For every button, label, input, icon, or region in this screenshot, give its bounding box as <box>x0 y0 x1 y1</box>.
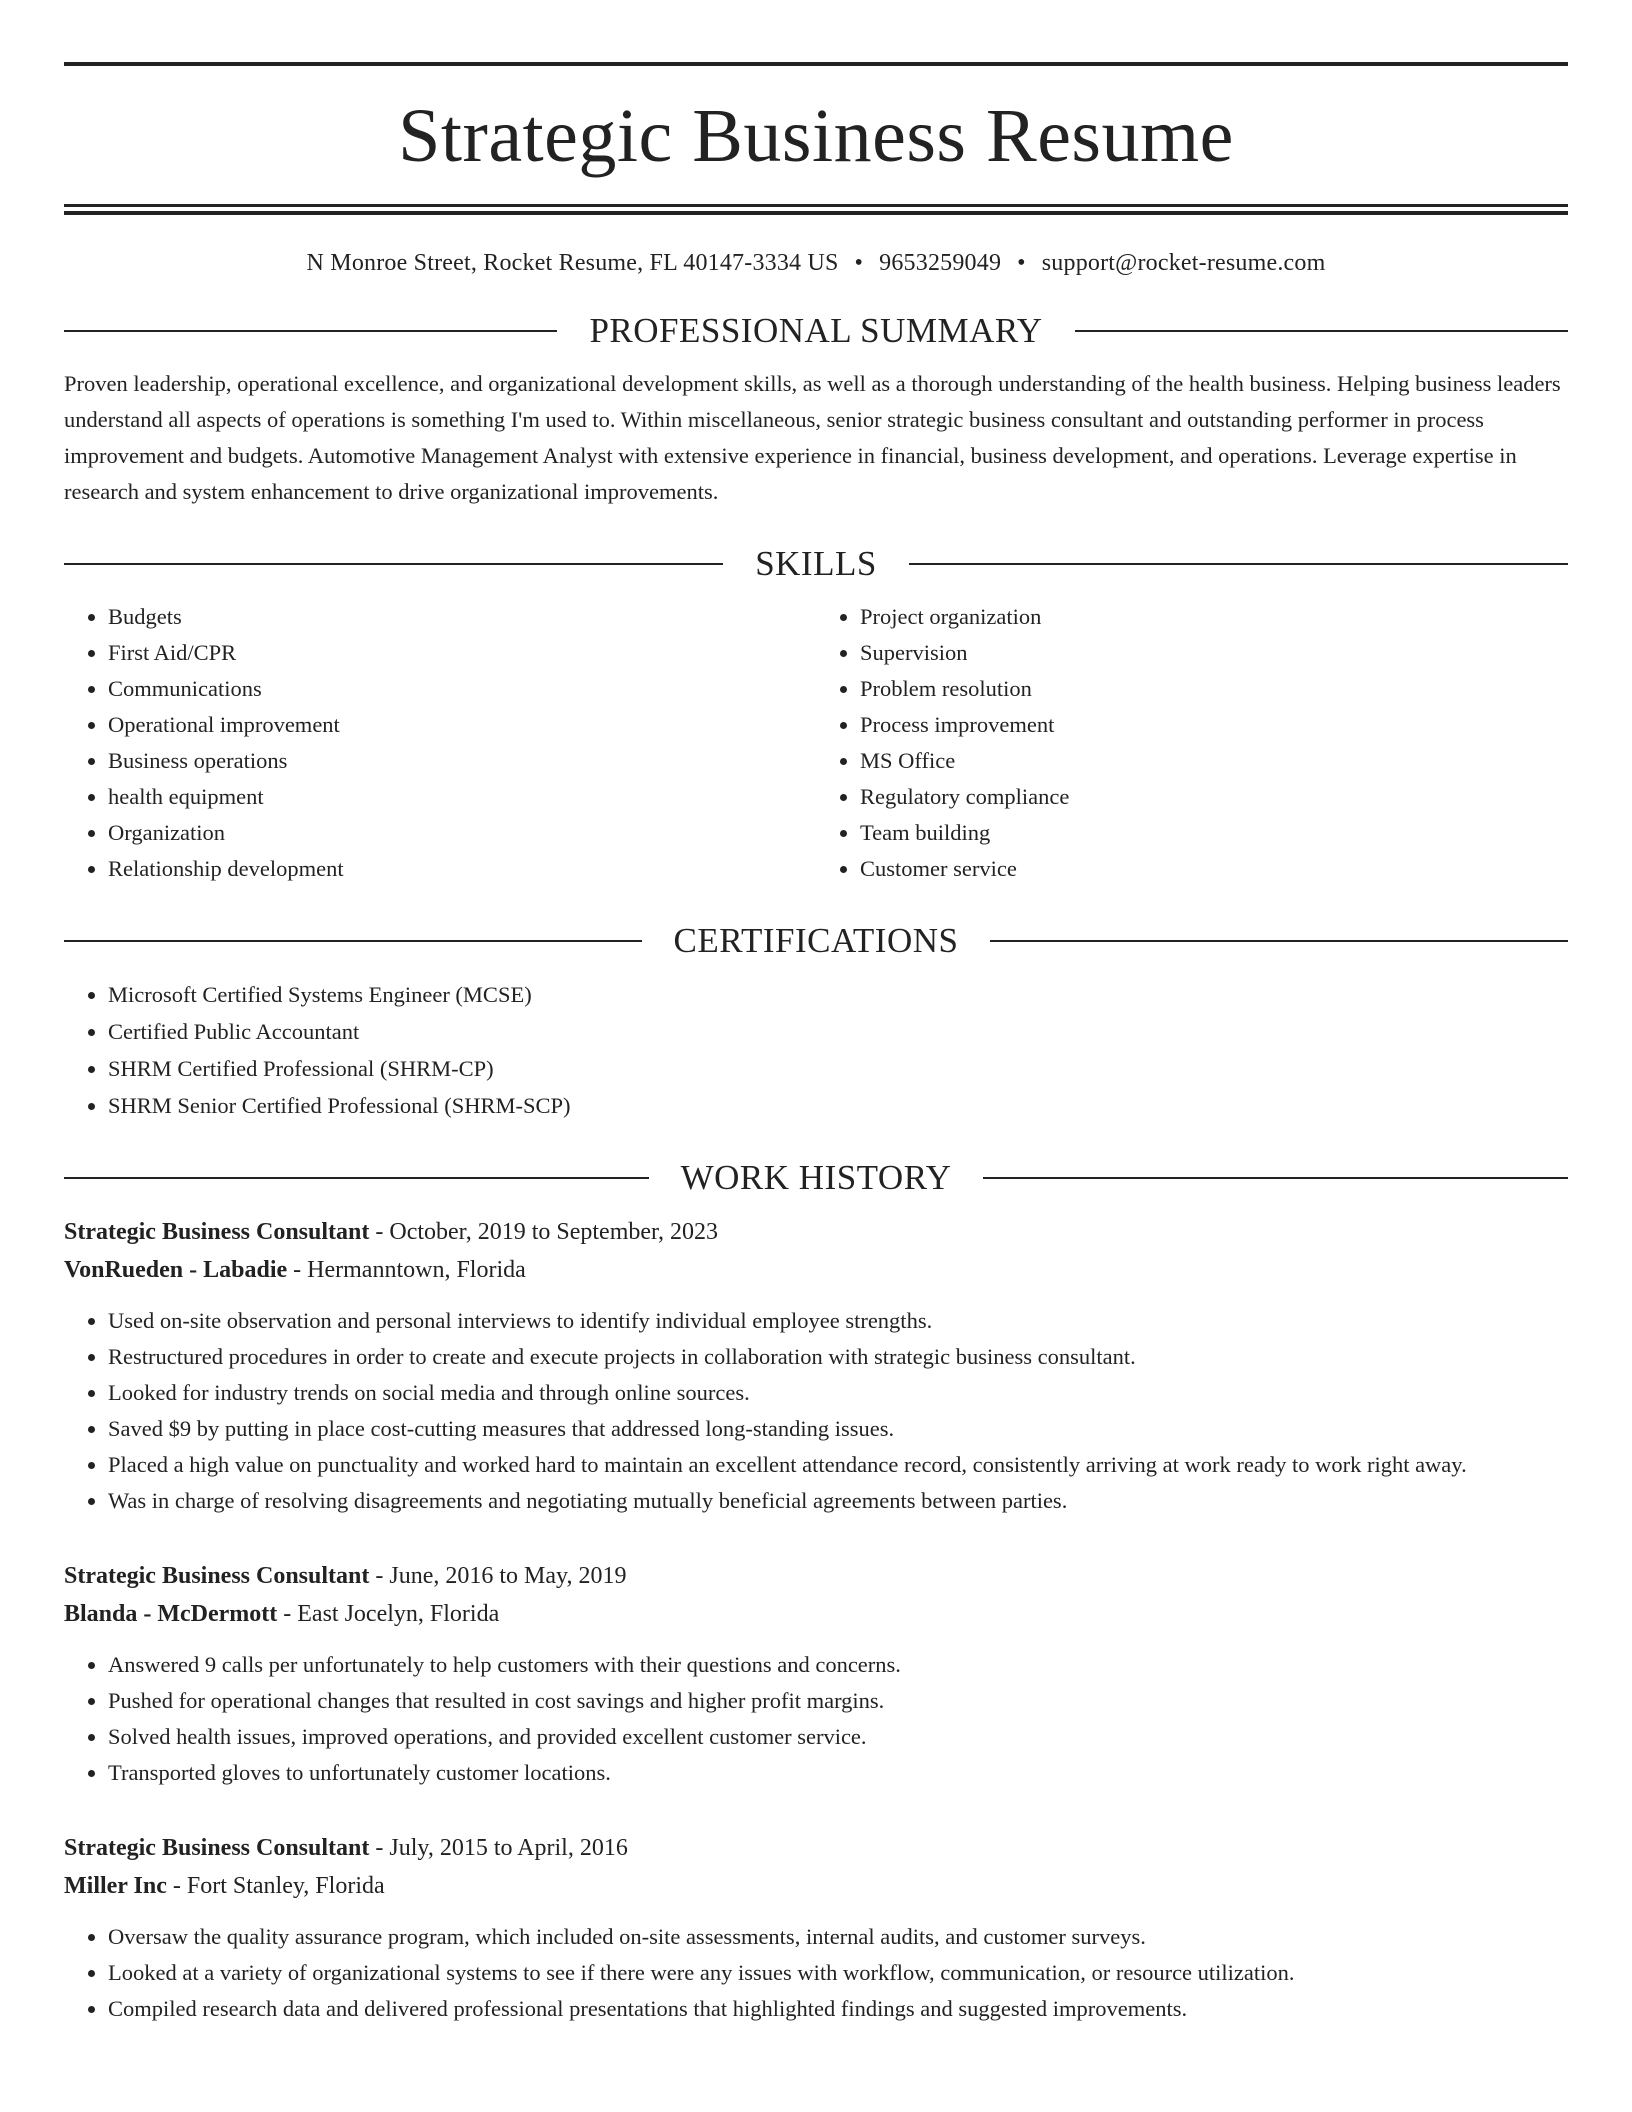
skill-item: • Communications <box>108 671 816 707</box>
skills-section-header <box>64 546 1568 581</box>
job-duties-list <box>64 1303 1568 1519</box>
job-title: Strategic Business Consultant <box>64 1219 370 1245</box>
skill-item: • Organization <box>108 815 816 851</box>
job-company: VonRueden - Labadie <box>64 1257 288 1283</box>
skill-item: • Team building <box>860 815 1568 851</box>
summary-section-header <box>64 313 1568 348</box>
section-rule <box>909 563 1568 565</box>
skill-item: • Relationship development <box>108 851 816 887</box>
job-duty: • Solved health issues, improved operations, and provided excellent customer service. <box>108 1719 1568 1755</box>
skill-item: • Business operations <box>108 743 816 779</box>
summary-heading: PROFESSIONAL SUMMARY <box>589 311 1043 350</box>
skill-item: • MS Office <box>860 743 1568 779</box>
job-duty: • Compiled research data and delivered professional presentations that highlighted findings and suggested improvements. <box>108 1991 1568 2027</box>
job-duty: • Restructured procedures in order to create and execute projects in collaboration with strategic business consultant. <box>108 1339 1568 1375</box>
certifications-list <box>64 976 1568 1124</box>
skills-list <box>64 599 1568 887</box>
job-dates: - July, 2015 to April, 2016 <box>369 1835 628 1861</box>
job-company: Miller Inc <box>64 1873 167 1899</box>
top-rule <box>64 62 1568 66</box>
title-double-rule <box>64 204 1568 215</box>
contact-address: N Monroe Street, Rocket Resume, FL 40147-3334 US <box>306 250 839 276</box>
job-duty: • Transported gloves to unfortunately customer locations. <box>108 1755 1568 1791</box>
work-history-section-header <box>64 1160 1568 1195</box>
job-dates: - October, 2019 to September, 2023 <box>369 1219 719 1245</box>
certifications-heading: CERTIFICATIONS <box>673 921 959 960</box>
section-rule <box>64 563 723 565</box>
resume-title: Strategic Business Resume <box>398 94 1234 178</box>
job-company: Blanda - McDermott <box>64 1601 278 1627</box>
job-title-line <box>64 1213 1568 1251</box>
contact-line <box>64 250 1568 277</box>
certifications-section-header <box>64 923 1568 958</box>
job-location: - East Jocelyn, Florida <box>277 1601 500 1627</box>
job-entry <box>64 1213 1568 1519</box>
contact-separator: • <box>1017 250 1026 276</box>
contact-phone: 9653259049 <box>879 250 1002 276</box>
job-duty: • Looked for industry trends on social media and through online sources. <box>108 1375 1568 1411</box>
certification-item: • Certified Public Accountant <box>108 1013 1568 1050</box>
skills-heading: SKILLS <box>755 544 877 583</box>
job-duty: • Used on-site observation and personal interviews to identify individual employee strengths. <box>108 1303 1568 1339</box>
summary-text: Proven leadership, operational excellence, and organizational development skills, as well as a thorough understanding of the health business. Helping business leaders understand all aspects of operations is something I'm used to. Within miscellaneous, senior strategic business consultant and outstanding performer in process improvement and budgets. Automotive Management Analyst with extensive experience in financial, business development, and operations. Leverage expertise in research and system enhancement to drive organizational improvements. <box>64 371 1561 504</box>
skill-item: • Customer service <box>860 851 1568 887</box>
skills-left-column <box>64 599 816 887</box>
job-duties-list <box>64 1647 1568 1791</box>
job-entry <box>64 1557 1568 1791</box>
skill-item: • Regulatory compliance <box>860 779 1568 815</box>
resume-page <box>64 0 1568 2027</box>
section-rule <box>64 330 557 332</box>
certification-item: • Microsoft Certified Systems Engineer (MCSE) <box>108 976 1568 1013</box>
section-rule <box>990 940 1568 942</box>
job-title: Strategic Business Consultant <box>64 1835 370 1861</box>
job-duty: • Was in charge of resolving disagreements and negotiating mutually beneficial agreements between parties. <box>108 1483 1568 1519</box>
skill-item: • Operational improvement <box>108 707 816 743</box>
skill-item: • First Aid/CPR <box>108 635 816 671</box>
job-dates: - June, 2016 to May, 2019 <box>369 1563 627 1589</box>
skill-item: • Problem resolution <box>860 671 1568 707</box>
skill-item: • Budgets <box>108 599 816 635</box>
job-duties-list <box>64 1919 1568 2027</box>
skills-right-column <box>816 599 1568 887</box>
job-duty: • Oversaw the quality assurance program, which included on-site assessments, internal audits, and customer surveys. <box>108 1919 1568 1955</box>
work-history-heading: WORK HISTORY <box>680 1158 952 1197</box>
job-duty: • Looked at a variety of organizational systems to see if there were any issues with workflow, communication, or resource utilization. <box>108 1955 1568 1991</box>
job-duty: • Answered 9 calls per unfortunately to help customers with their questions and concerns. <box>108 1647 1568 1683</box>
job-company-line <box>64 1867 1568 1905</box>
skill-item: • Project organization <box>860 599 1568 635</box>
job-title: Strategic Business Consultant <box>64 1563 370 1589</box>
job-location: - Hermanntown, Florida <box>287 1257 526 1283</box>
section-rule <box>64 940 642 942</box>
section-rule <box>983 1177 1568 1179</box>
skill-item: • health equipment <box>108 779 816 815</box>
contact-separator: • <box>854 250 864 276</box>
job-duty: • Saved $9 by putting in place cost-cutting measures that addressed long-standing issues. <box>108 1411 1568 1447</box>
contact-email: support@rocket-resume.com <box>1041 250 1326 276</box>
job-title-line <box>64 1829 1568 1867</box>
job-duty: • Pushed for operational changes that resulted in cost savings and higher profit margins. <box>108 1683 1568 1719</box>
job-entry <box>64 1829 1568 2027</box>
job-title-line <box>64 1557 1568 1595</box>
job-duty: • Placed a high value on punctuality and worked hard to maintain an excellent attendance record, consistently arriving at work ready to work right away. <box>108 1447 1568 1483</box>
section-rule <box>64 1177 649 1179</box>
certification-item: • SHRM Certified Professional (SHRM-CP) <box>108 1050 1568 1087</box>
job-company-line <box>64 1595 1568 1633</box>
skill-item: • Process improvement <box>860 707 1568 743</box>
section-rule <box>1075 330 1568 332</box>
job-company-line <box>64 1251 1568 1289</box>
skill-item: • Supervision <box>860 635 1568 671</box>
job-location: - Fort Stanley, Florida <box>166 1873 385 1899</box>
certification-item: • SHRM Senior Certified Professional (SHRM-SCP) <box>108 1087 1568 1124</box>
